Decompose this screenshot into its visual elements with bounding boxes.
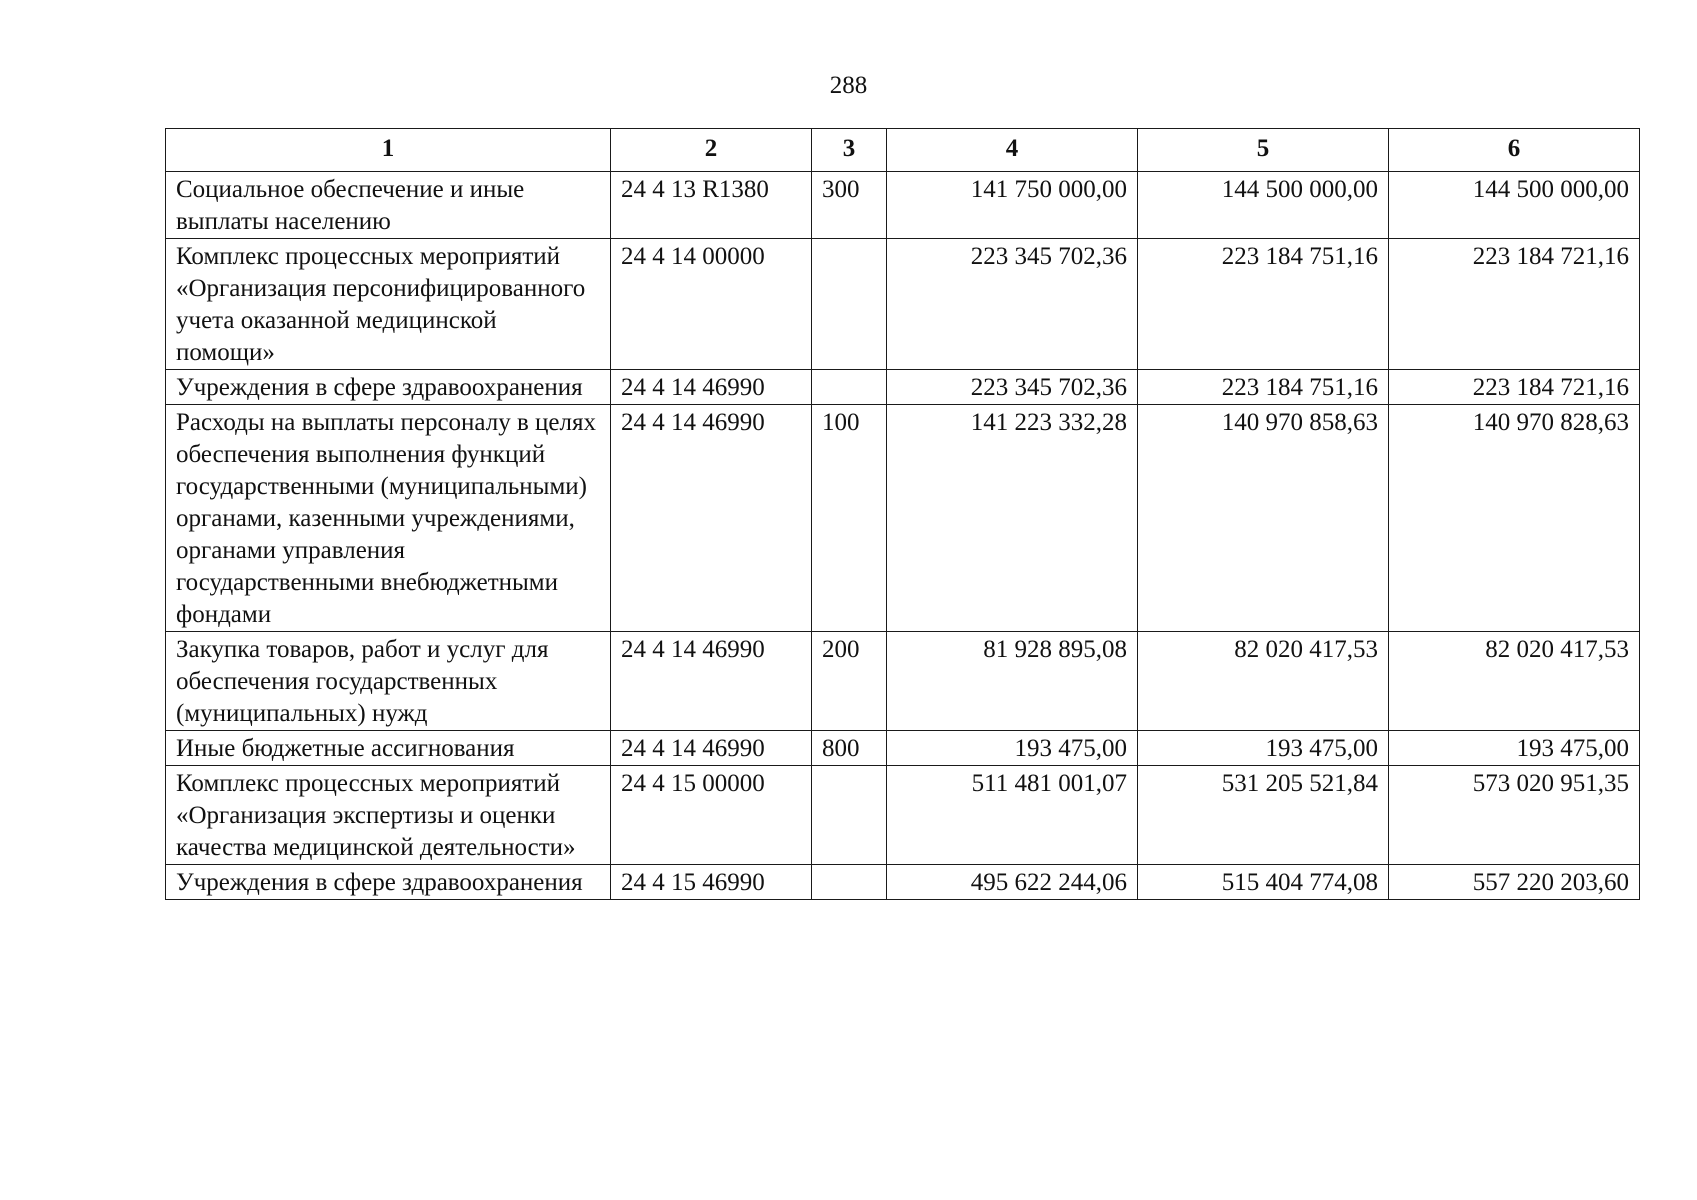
table-row bbox=[166, 239, 1640, 370]
row-sum-col6: 223 184 721,16 bbox=[1389, 370, 1640, 405]
row-name-cell: Комплекс процессных мероприятий «Организация экспертизы и оценки качества медицинской деятельности» bbox=[166, 766, 611, 865]
row-code-cell: 24 4 15 46990 bbox=[611, 865, 812, 900]
row-sum-col4: 141 750 000,00 bbox=[887, 172, 1138, 239]
table-row bbox=[166, 370, 1640, 405]
row-name-cell: Закупка товаров, работ и услуг для обеспечения государственных (муниципальных) нужд bbox=[166, 632, 611, 731]
row-sum-col4: 81 928 895,08 bbox=[887, 632, 1138, 731]
row-type-cell: 300 bbox=[812, 172, 887, 239]
row-type-cell bbox=[812, 766, 887, 865]
row-code-cell: 24 4 14 00000 bbox=[611, 239, 812, 370]
column-header: 4 bbox=[887, 129, 1138, 172]
row-sum-col4: 223 345 702,36 bbox=[887, 239, 1138, 370]
row-sum-col6: 557 220 203,60 bbox=[1389, 865, 1640, 900]
row-type-cell bbox=[812, 370, 887, 405]
row-code-cell: 24 4 14 46990 bbox=[611, 370, 812, 405]
row-name-cell: Иные бюджетные ассигнования bbox=[166, 731, 611, 766]
row-name-cell: Расходы на выплаты персоналу в целях обеспечения выполнения функций государственными (муниципальными) органами, казенными учреждениями, органами управления государственными внебюджетными фондами bbox=[166, 405, 611, 632]
table-row bbox=[166, 766, 1640, 865]
column-header: 5 bbox=[1138, 129, 1389, 172]
row-name-cell: Учреждения в сфере здравоохранения bbox=[166, 370, 611, 405]
row-sum-col4: 141 223 332,28 bbox=[887, 405, 1138, 632]
row-type-cell: 200 bbox=[812, 632, 887, 731]
row-code-cell: 24 4 14 46990 bbox=[611, 405, 812, 632]
row-sum-col6: 140 970 828,63 bbox=[1389, 405, 1640, 632]
row-name-cell: Комплекс процессных мероприятий «Организация персонифицированного учета оказанной медицинской помощи» bbox=[166, 239, 611, 370]
row-type-cell bbox=[812, 865, 887, 900]
row-sum-col5: 193 475,00 bbox=[1138, 731, 1389, 766]
budget-table bbox=[165, 128, 1640, 900]
column-header: 1 bbox=[166, 129, 611, 172]
row-sum-col6: 223 184 721,16 bbox=[1389, 239, 1640, 370]
row-type-cell bbox=[812, 239, 887, 370]
table-row bbox=[166, 632, 1640, 731]
row-sum-col5: 82 020 417,53 bbox=[1138, 632, 1389, 731]
row-sum-col5: 531 205 521,84 bbox=[1138, 766, 1389, 865]
row-code-cell: 24 4 14 46990 bbox=[611, 731, 812, 766]
row-sum-col5: 515 404 774,08 bbox=[1138, 865, 1389, 900]
row-type-cell: 100 bbox=[812, 405, 887, 632]
row-code-cell: 24 4 13 R1380 bbox=[611, 172, 812, 239]
table-header-row bbox=[166, 129, 1640, 172]
row-code-cell: 24 4 15 00000 bbox=[611, 766, 812, 865]
table-row bbox=[166, 172, 1640, 239]
row-name-cell: Учреждения в сфере здравоохранения bbox=[166, 865, 611, 900]
row-sum-col4: 495 622 244,06 bbox=[887, 865, 1138, 900]
row-sum-col6: 144 500 000,00 bbox=[1389, 172, 1640, 239]
page-number: 288 bbox=[829, 72, 868, 99]
table-row bbox=[166, 865, 1640, 900]
row-sum-col6: 193 475,00 bbox=[1389, 731, 1640, 766]
table-row bbox=[166, 405, 1640, 632]
row-sum-col4: 193 475,00 bbox=[887, 731, 1138, 766]
row-name-cell: Социальное обеспечение и иные выплаты населению bbox=[166, 172, 611, 239]
row-sum-col5: 223 184 751,16 bbox=[1138, 239, 1389, 370]
column-header: 3 bbox=[812, 129, 887, 172]
row-sum-col5: 140 970 858,63 bbox=[1138, 405, 1389, 632]
row-sum-col5: 144 500 000,00 bbox=[1138, 172, 1389, 239]
row-sum-col4: 223 345 702,36 bbox=[887, 370, 1138, 405]
column-header: 2 bbox=[611, 129, 812, 172]
row-sum-col6: 573 020 951,35 bbox=[1389, 766, 1640, 865]
row-code-cell: 24 4 14 46990 bbox=[611, 632, 812, 731]
row-sum-col5: 223 184 751,16 bbox=[1138, 370, 1389, 405]
row-sum-col4: 511 481 001,07 bbox=[887, 766, 1138, 865]
table-row bbox=[166, 731, 1640, 766]
row-sum-col6: 82 020 417,53 bbox=[1389, 632, 1640, 731]
row-type-cell: 800 bbox=[812, 731, 887, 766]
column-header: 6 bbox=[1389, 129, 1640, 172]
